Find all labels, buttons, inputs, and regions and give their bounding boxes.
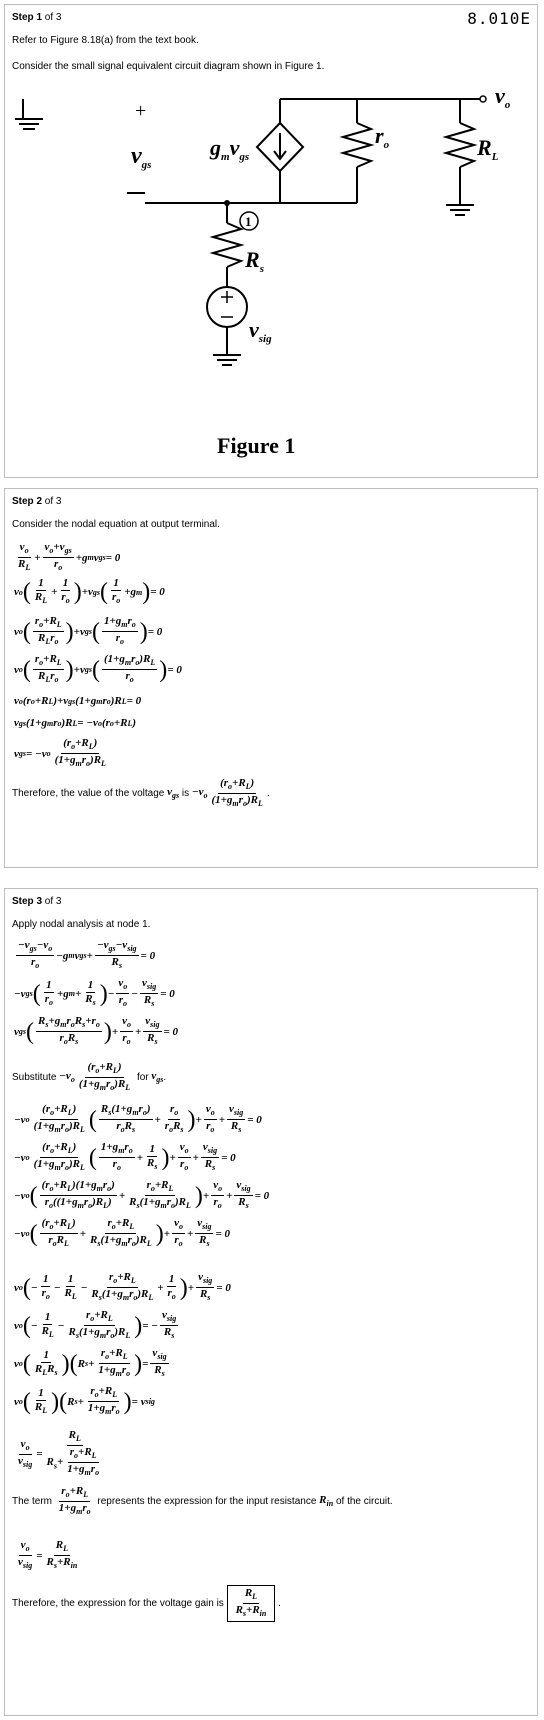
answer-box: $\frac{R_L}{R_s+R_{in}}$ — [227, 1585, 276, 1622]
figure-caption: Figure 1 — [217, 433, 296, 458]
equation: −v o $\frac{(r_o+R_L)}{(1+g_mr_o)R_L}$ ( $\frac{R_s(1+g_mr_o)}{r_oR_s}$ + $\frac{r_o}{r_oR_s}$ ) + $\frac{v_o}{r_o}$ + $\frac{v_{sig}}{R_s}$ = 0 — [14, 1103, 262, 1135]
equation: v o ( $\frac{1}{R_L}$ ) ( R s + $\frac{r_o+R_L}{1+g_mr_o}$ ) = v sig — [14, 1385, 155, 1417]
equation: v gs ( $\frac{R_s+g_mr_oR_s+r_o}{r_oR_s}$ ) + $\frac{v_o}{r_o}$ + $\frac{v_{sig}}{R_s}$ = 0 — [14, 1015, 179, 1047]
rs-label: $R_s$ — [245, 247, 264, 275]
problem-code: 8.010E — [467, 9, 531, 28]
equation: v o (r o +R L )+v gs (1+g m r o )R L = 0 — [14, 695, 142, 707]
step-3-intro: Apply nodal analysis at node 1. — [12, 919, 151, 930]
step-2-header: Step 2 of 3 — [12, 496, 62, 507]
step-2-card — [4, 488, 538, 868]
equation: v gs (1+g m r o )R L = −v o (r o +R L ) — [14, 717, 137, 729]
step-1-header: Step 1 of 3 — [12, 12, 62, 23]
vgs-label: $v_{gs}$ — [131, 143, 152, 171]
circuit-diagram — [5, 75, 539, 475]
equation: $\frac{v_o}{v_{sig}}$ = $R_L$ $R_s+$ $\frac{r_o+R_L}{1+g_mr_o}$ — [18, 1429, 100, 1478]
equation: v o ( $\frac{r_o+R_L}{R_Lr_o}$ ) +v gs ( $\frac{(1+g_mr_o)R_L}{r_o}$ ) = 0 — [14, 653, 182, 685]
term-line: The term $\frac{r_o+R_L}{1+g_mr_o}$ represents the expression for the input resistance $R_{in}$ of the circuit. — [12, 1485, 393, 1517]
rl-label: $R_L$ — [477, 135, 499, 163]
step-2-conclusion: Therefore, the value of the voltage $v_{gs}$ is $-v_o$ $\frac{(r_o+R_L)}{(1+g_mr_o)R_L}$ . — [12, 777, 270, 809]
equation: −v o $\frac{(r_o+R_L)}{(1+g_mr_o)R_L}$ ( $\frac{1+g_mr_o}{r_o}$ + $\frac{1}{R_s}$ ) + $\frac{v_o}{r_o}$ + $\frac{v_{sig}}{R_s}$ = 0 — [14, 1141, 236, 1173]
ro-label: $r_o$ — [375, 123, 390, 151]
vo-label: $v_o$ — [495, 83, 511, 111]
gmvgs-label: $g_mv_{gs}$ — [210, 135, 250, 163]
step-3-card — [4, 888, 538, 1716]
equation: v o ( $\frac{1}{R_LR_s}$ ) ( R s + $\frac{r_o+R_L}{1+g_mr_o}$ ) = $\frac{v_{sig}}{R_s}$ — [14, 1347, 167, 1379]
equation: v o ( − $\frac{1}{r_o}$ − $\frac{1}{R_L}$ − $\frac{r_o+R_L}{R_s(1+g_mr_o)R_L}$ + $\frac{1}{r_o}$ ) + $\frac{v_{sig}}{R_s}$ = 0 — [14, 1271, 231, 1303]
plus-label: + — [135, 100, 147, 122]
step-1-card — [4, 4, 538, 478]
step-3-header: Step 3 of 3 — [12, 896, 62, 907]
equation: −v gs ( $\frac{1}{r_o}$ +g m + $\frac{1}{R_s}$ ) − $\frac{v_o}{r_o}$ − $\frac{v_{sig}}{R_s}$ = 0 — [14, 977, 175, 1009]
equation: −v o ( $\frac{(r_o+R_L)}{r_oR_L}$ + $\frac{r_o+R_L}{R_s(1+g_mr_o)R_L}$ ) + $\frac{v_o}{r_o}$ + $\frac{v_{sig}}{R_s}$ = 0 — [14, 1217, 230, 1249]
final-answer: Therefore, the expression for the voltage gain is $\frac{R_L}{R_s+R_{in}}$ . — [12, 1585, 281, 1622]
step-1-line-1: Refer to Figure 8.18(a) from the text book. — [12, 35, 199, 46]
equation: v o ( − $\frac{1}{R_L}$ − $\frac{r_o+R_L}{R_s(1+g_mr_o)R_L}$ ) = − $\frac{v_{sig}}{R_s}$ — [14, 1309, 177, 1341]
equation: −v o ( $\frac{(r_o+R_L)(1+g_mr_o)}{r_o((1+g_mr_o)R_L)}$ + $\frac{r_o+R_L}{R_s(1+g_mr_o)R_L}$ ) + $\frac{v_o}{r_o}$ + $\frac{v_{sig}}{R_s}$ = 0 — [14, 1179, 270, 1211]
equation: $\frac{v_o}{v_{sig}}$ = $\frac{R_L}{R_s+R_{in}}$ — [18, 1539, 78, 1571]
substitute-line: Substitute $-v_o$ $\frac{(r_o+R_L)}{(1+g_mr_o)R_L}$ for $v_{gs}$ . — [12, 1061, 167, 1093]
step-1-line-2: Consider the small signal equivalent circuit diagram shown in Figure 1. — [12, 61, 325, 72]
equation: v o ( $\frac{r_o+R_L}{R_Lr_o}$ ) +v gs ( $\frac{1+g_mr_o}{r_o}$ ) = 0 — [14, 615, 163, 647]
equation: $\frac{v_o}{R_L}$ + $\frac{v_o+v_{gs}}{r_o}$ +g m v gs = 0 — [18, 541, 121, 573]
equation: v o ( $\frac{1}{R_L}$ + $\frac{1}{r_o}$ ) +v gs ( $\frac{1}{r_o}$ +g m ) = 0 — [14, 577, 165, 606]
step-2-intro: Consider the nodal equation at output terminal. — [12, 519, 220, 530]
node-1-label: 1 — [245, 214, 252, 229]
vsig-label: $v_{sig}$ — [249, 317, 272, 345]
equation: $\frac{-v_{gs}-v_o}{r_o}$ −g m v gs + $\frac{-v_{gs}-v_{sig}}{R_s}$ = 0 — [18, 939, 156, 971]
equation: v gs = −v o $\frac{(r_o+R_L)}{(1+g_mr_o)R_L}$ — [14, 737, 106, 769]
